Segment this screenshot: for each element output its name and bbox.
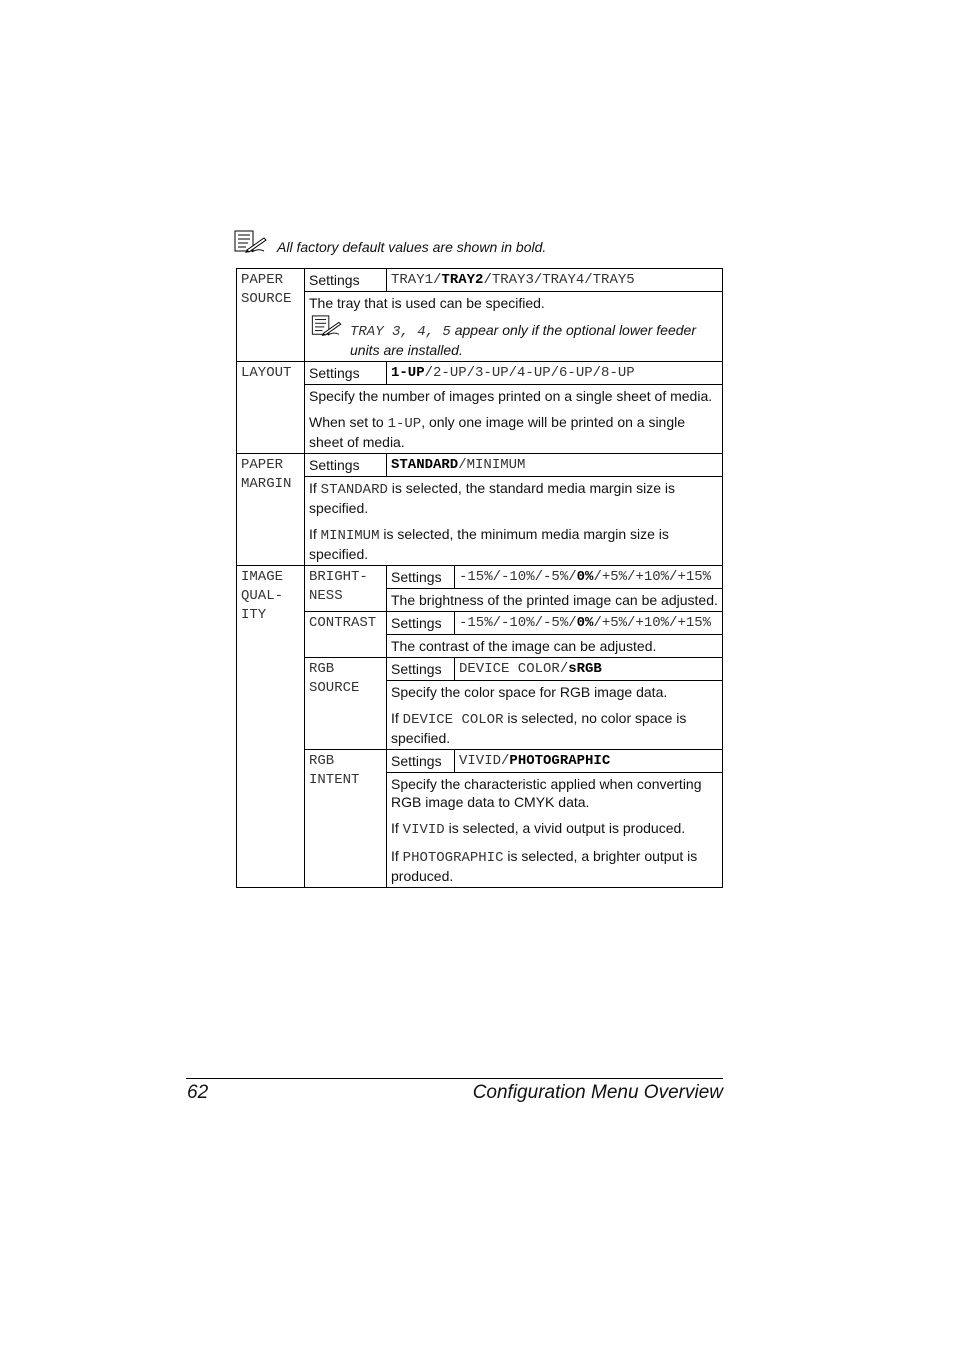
settings-values [387, 362, 723, 385]
default-value: STANDARD [391, 457, 459, 473]
settings-values [387, 269, 723, 292]
description-text: The brightness of the printed image can be adjusted. [387, 589, 723, 612]
table-row [237, 750, 723, 773]
table-row [237, 454, 723, 477]
settings-label: Settings [305, 269, 387, 292]
settings-label: Settings [305, 454, 387, 477]
submenu-key-contrast: CONTRAST [305, 612, 387, 658]
value-option: / [433, 272, 442, 288]
value-option: DEVICE COLOR/ [459, 661, 569, 677]
description-cell [305, 477, 723, 566]
footer-title: Configuration Menu Overview [472, 1082, 723, 1103]
table-row [237, 477, 723, 566]
description-cell [305, 292, 723, 362]
value-option: /+5%/+10%/+15% [593, 615, 712, 631]
menu-key-layout: LAYOUT [237, 362, 305, 454]
submenu-key-rgb-source: RGB SOURCE [305, 658, 387, 750]
description-text: If DEVICE COLOR is selected, no color space is specified. [391, 710, 687, 746]
default-value: 0% [576, 615, 594, 631]
settings-values [455, 612, 723, 635]
settings-label: Settings [387, 658, 455, 681]
note-pencil-icon [234, 230, 268, 254]
settings-label: Settings [387, 566, 455, 589]
table-row [237, 385, 723, 454]
default-value: PHOTOGRAPHIC [509, 753, 611, 769]
inline-note [309, 321, 718, 359]
settings-values [455, 566, 723, 589]
factory-default-note [234, 230, 734, 258]
value-option: /TRAY3/TRAY4/TRAY5 [483, 272, 635, 288]
default-value: 1-UP [391, 365, 425, 381]
description-text: The tray that is used can be specified. [309, 295, 545, 311]
default-value: TRAY2 [441, 272, 484, 288]
description-text: If PHOTOGRAPHIC is selected, a brighter output is produced. [391, 848, 698, 884]
table-row [237, 612, 723, 635]
value-option: /MINIMUM [458, 457, 526, 473]
settings-label: Settings [387, 750, 455, 773]
value-option: VIVID/ [459, 753, 510, 769]
table-row [237, 292, 723, 362]
value-option: TRAY1 [391, 272, 434, 288]
description-text: If VIVID is selected, a vivid output is produced. [391, 820, 686, 838]
description-text: Specify the characteristic applied when converting RGB image data to CMYK data. [391, 776, 702, 810]
description-text: If MINIMUM is selected, the minimum media margin size is specified. [309, 526, 669, 562]
settings-label: Settings [387, 612, 455, 635]
menu-key-paper-margin: PAPER MARGIN [237, 454, 305, 566]
value-option: /+5%/+10%/+15% [593, 569, 712, 585]
table-row [237, 269, 723, 292]
page-number: 62 [187, 1082, 209, 1103]
description-cell [387, 773, 723, 888]
settings-values [455, 658, 723, 681]
menu-key-image-quality: IMAGE QUAL-ITY [237, 566, 305, 888]
table-row [237, 566, 723, 589]
description-cell [387, 681, 723, 750]
configuration-table [236, 268, 723, 888]
footer-rule [186, 1078, 723, 1079]
description-cell [305, 385, 723, 454]
submenu-key-rgb-intent: RGB INTENT [305, 750, 387, 888]
settings-values [455, 750, 723, 773]
value-option: -15%/-10%/-5%/ [459, 615, 577, 631]
settings-values [387, 454, 723, 477]
description-text: When set to 1-UP, only one image will be printed on a single sheet of media. [309, 414, 686, 450]
note-text: All factory default values are shown in bold. [277, 239, 547, 255]
description-text: If STANDARD is selected, the standard media margin size is specified. [309, 480, 676, 516]
note-pencil-icon [311, 315, 343, 337]
description-text: Specify the color space for RGB image data. [391, 684, 668, 700]
value-option: /2-UP/3-UP/4-UP/6-UP/8-UP [424, 365, 635, 381]
value-option: -15%/-10%/-5%/ [459, 569, 577, 585]
table-row [237, 658, 723, 681]
submenu-key-brightness: BRIGHT-NESS [305, 566, 387, 612]
menu-key-paper-source: PAPER SOURCE [237, 269, 305, 362]
note-code: TRAY 3, 4, 5 [350, 324, 451, 340]
default-value: sRGB [568, 661, 602, 677]
settings-label: Settings [305, 362, 387, 385]
description-text: Specify the number of images printed on a single sheet of media. [309, 388, 713, 404]
description-text: The contrast of the image can be adjusted. [387, 635, 723, 658]
table-row [237, 362, 723, 385]
default-value: 0% [576, 569, 594, 585]
note-text: appear only if the optional lower feeder units are installed. [350, 322, 696, 358]
